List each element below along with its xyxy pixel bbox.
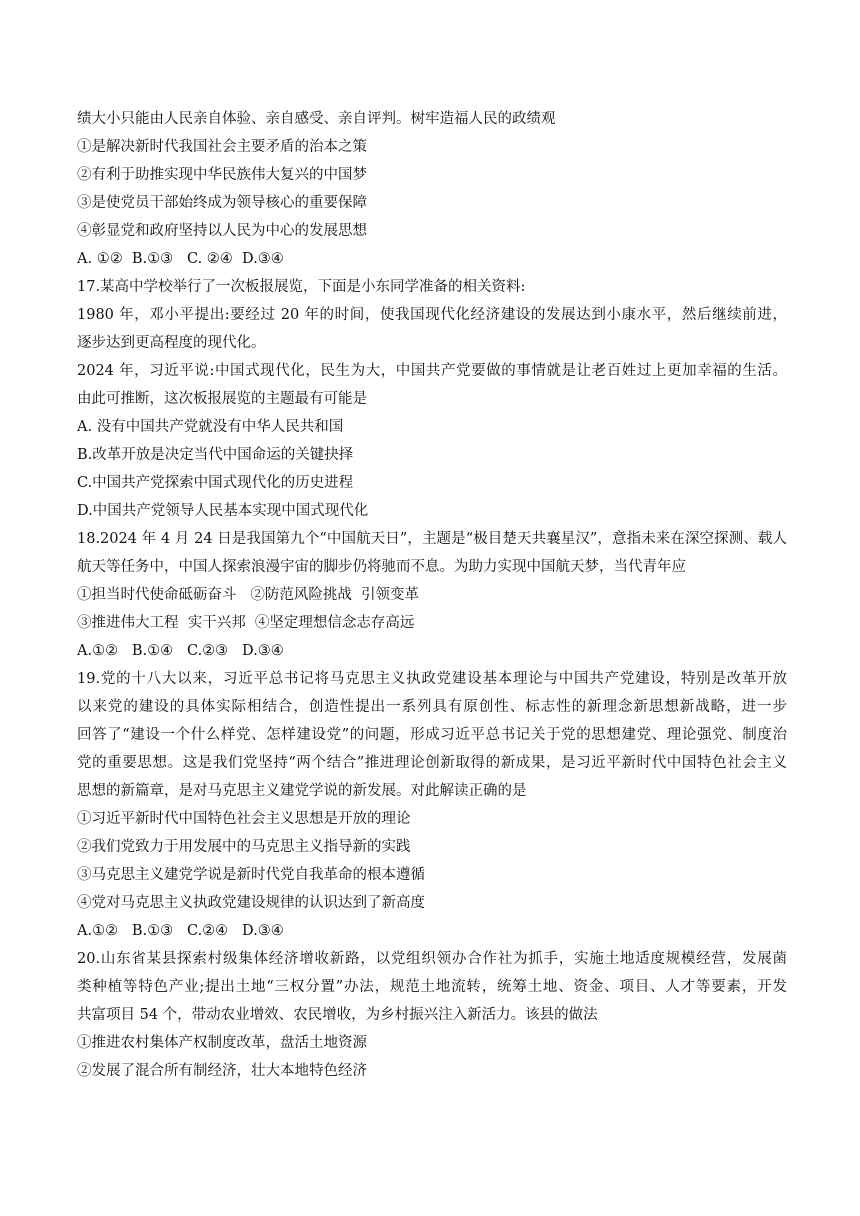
question-20-stem: 20.山东省某县探索村级集体经济增收新路，以党组织领办合作社为抓手，实施土地适度规模经营，发展菌 [77,951,787,967]
text-line: 绩大小只能由人民亲自体验、亲自感受、亲自评判。树牢造福人民的政绩观 [77,111,556,127]
choice-a: A. 没有中国共产党就没有中华人民共和国 [77,419,344,435]
answer-choices: A.①② B.①③ C.②④ D.③④ [77,923,284,939]
document-page [77,105,787,1085]
option-line: ④党对马克思主义执政党建设规律的认识达到了新高度 [77,895,425,911]
choice-b: B.改革开放是决定当代中国命运的关键抉择 [77,447,354,463]
question-20-text: 类种植等特色产业;提出土地“三权分置”办法，规范土地流转，统筹土地、资金、项目、人才等要素，开发 [77,979,787,995]
choice-d: D.中国共产党领导人民基本实现中国式现代化 [77,503,369,519]
question-17-stem: 17.某高中学校举行了一次板报展览，下面是小东同学准备的相关资料: [77,279,526,295]
question-19-text: 回答了“建设一个什么样党、怎样建设党”的问题，形成习近平总书记关于党的思想建党、理论强党、制度治 [77,727,787,743]
option-line: ③马克思主义建党学说是新时代党自我革命的根本遵循 [77,867,425,883]
question-18-stem: 18.2024 年 4 月 24 日是我国第九个“中国航天日”，主题是“极目楚天共襄星汉”，意指未来在深空探测、载人 [77,531,787,547]
option-line: ①担当时代使命砥砺奋斗 ②防范风险挑战 引领变革 [77,587,420,603]
option-line: ①推进农村集体产权制度改革，盘活土地资源 [77,1035,367,1051]
question-19-text: 以来党的建设的具体实际相结合，创造性提出一系列具有原创性、标志性的新理念新思想新战略，进一步 [77,699,787,715]
question-19-text: 思想的新篇章，是对马克思主义建党学说的新发展。对此解读正确的是 [77,783,527,799]
question-17-text: 1980 年，邓小平提出:要经过 20 年的时间，使我国现代化经济建设的发展达到小康水平，然后继续前进， [77,307,787,323]
option-line: ①是解决新时代我国社会主要矛盾的治本之策 [77,139,367,155]
question-17-text: 由此可推断，这次板报展览的主题最有可能是 [77,391,367,407]
question-17-text: 2024 年，习近平说:中国式现代化，民生为大，中国共产党要做的事情就是让老百姓过上更加幸福的生活。 [77,363,787,379]
option-line: ②发展了混合所有制经济，壮大本地特色经济 [77,1063,367,1079]
option-line: ①习近平新时代中国特色社会主义思想是开放的理论 [77,811,411,827]
question-20-text: 共富项目 54 个，带动农业增效、农民增收，为乡村振兴注入新活力。该县的做法 [77,1007,598,1023]
option-line: ②有利于助推实现中华民族伟大复兴的中国梦 [77,167,367,183]
question-19-stem: 19.党的十八大以来，习近平总书记将马克思主义执政党建设基本理论与中国共产党建设，特别是改革开放 [77,671,787,687]
option-line: ④彰显党和政府坚持以人民为中心的发展思想 [77,223,367,239]
answer-choices: A.①② B.①④ C.②③ D.③④ [77,643,284,659]
answer-choices: A. ①② B.①③ C. ②④ D.③④ [77,251,284,267]
option-line: ②我们党致力于用发展中的马克思主义指导新的实践 [77,839,411,855]
question-19-text: 党的重要思想。这是我们党坚持“两个结合”推进理论创新取得的新成果，是习近平新时代中国特色社会主义 [77,755,787,771]
question-18-text: 航天等任务中，中国人探索浪漫宇宙的脚步仍将驰而不息。为助力实现中国航天梦，当代青年应 [77,559,686,575]
option-line: ③推进伟大工程 实干兴邦 ④坚定理想信念志存高远 [77,615,415,631]
option-line: ③是使党员干部始终成为领导核心的重要保障 [77,195,367,211]
choice-c: C.中国共产党探索中国式现代化的历史进程 [77,475,354,491]
question-17-text: 逐步达到更高程度的现代化。 [77,335,266,351]
